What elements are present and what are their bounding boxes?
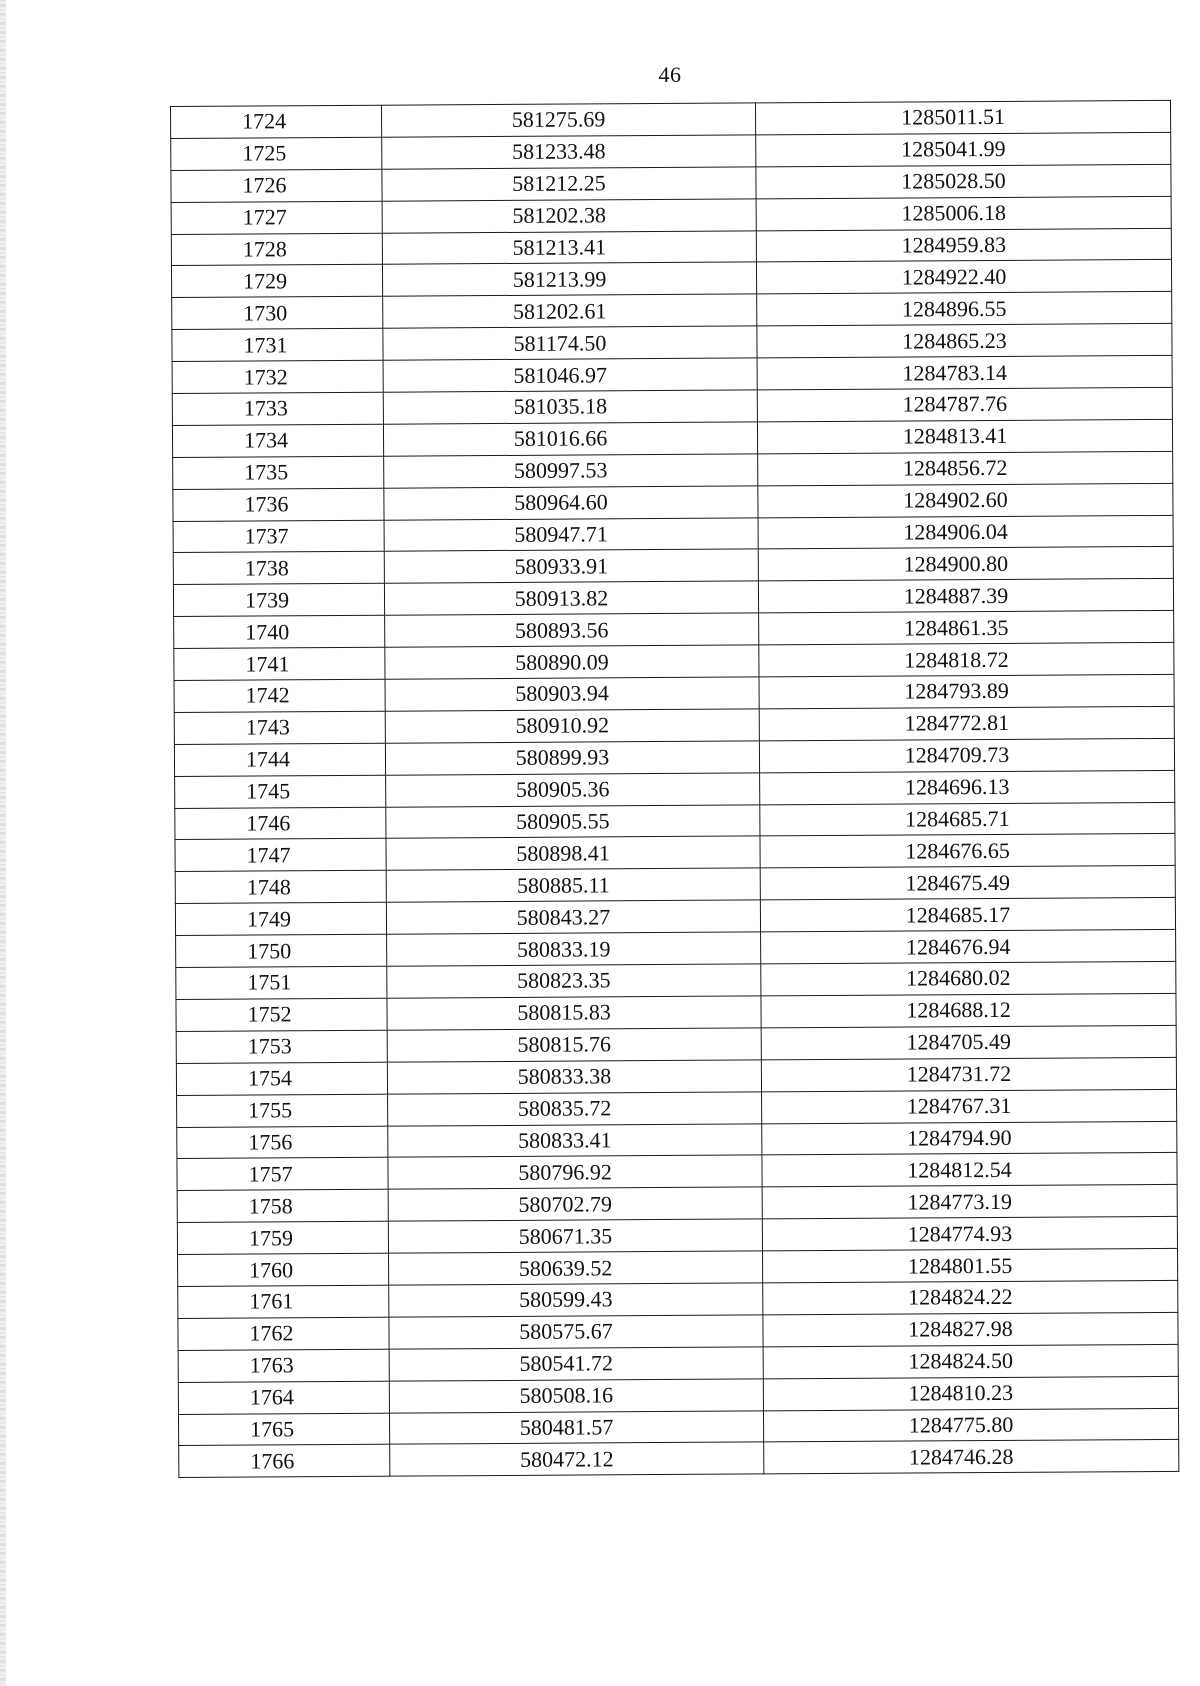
x-coordinate-cell: 580815.76 bbox=[387, 1028, 761, 1062]
x-coordinate-cell: 580833.19 bbox=[387, 932, 761, 966]
point-number-cell: 1761 bbox=[178, 1285, 389, 1318]
x-coordinate-cell: 580903.94 bbox=[385, 677, 759, 711]
x-coordinate-cell: 580843.27 bbox=[386, 900, 760, 934]
y-coordinate-cell: 1284675.49 bbox=[760, 866, 1175, 900]
x-coordinate-cell: 580964.60 bbox=[384, 486, 758, 520]
y-coordinate-cell: 1285006.18 bbox=[756, 196, 1171, 230]
y-coordinate-cell: 1284900.80 bbox=[758, 547, 1173, 581]
point-number-cell: 1766 bbox=[179, 1445, 390, 1478]
y-coordinate-cell: 1284824.22 bbox=[763, 1280, 1178, 1314]
x-coordinate-cell: 580833.38 bbox=[387, 1060, 761, 1094]
point-number-cell: 1741 bbox=[174, 647, 385, 680]
point-number-cell: 1745 bbox=[175, 775, 386, 808]
y-coordinate-cell: 1284813.41 bbox=[757, 419, 1172, 453]
y-coordinate-cell: 1284767.31 bbox=[762, 1089, 1177, 1123]
x-coordinate-cell: 580541.72 bbox=[389, 1347, 763, 1381]
y-coordinate-cell: 1284746.28 bbox=[764, 1440, 1179, 1474]
x-coordinate-cell: 580815.83 bbox=[387, 996, 761, 1030]
point-number-cell: 1754 bbox=[176, 1062, 387, 1095]
point-number-cell: 1725 bbox=[171, 137, 382, 170]
y-coordinate-cell: 1284688.12 bbox=[761, 993, 1176, 1027]
y-coordinate-cell: 1284773.19 bbox=[762, 1185, 1177, 1219]
point-number-cell: 1757 bbox=[177, 1158, 388, 1191]
y-coordinate-cell: 1284827.98 bbox=[763, 1312, 1178, 1346]
point-number-cell: 1759 bbox=[177, 1221, 388, 1254]
x-coordinate-cell: 580508.16 bbox=[389, 1379, 763, 1413]
point-number-cell: 1732 bbox=[172, 360, 383, 393]
x-coordinate-cell: 580472.12 bbox=[390, 1442, 764, 1476]
point-number-cell: 1753 bbox=[176, 1030, 387, 1063]
y-coordinate-cell: 1284685.17 bbox=[760, 898, 1175, 932]
point-number-cell: 1750 bbox=[176, 934, 387, 967]
y-coordinate-cell: 1284709.73 bbox=[759, 738, 1174, 772]
x-coordinate-cell: 581213.99 bbox=[382, 262, 756, 296]
x-coordinate-cell: 580997.53 bbox=[384, 454, 758, 488]
x-coordinate-cell: 581016.66 bbox=[383, 422, 757, 456]
x-coordinate-cell: 580481.57 bbox=[389, 1410, 763, 1444]
y-coordinate-cell: 1284731.72 bbox=[761, 1057, 1176, 1091]
x-coordinate-cell: 581233.48 bbox=[382, 135, 756, 169]
y-coordinate-cell: 1284794.90 bbox=[762, 1121, 1177, 1155]
point-number-cell: 1748 bbox=[175, 871, 386, 904]
point-number-cell: 1764 bbox=[178, 1381, 389, 1414]
coordinates-table bbox=[170, 100, 1179, 1478]
x-coordinate-cell: 580905.55 bbox=[386, 805, 760, 839]
x-coordinate-cell: 580913.82 bbox=[384, 581, 758, 615]
x-coordinate-cell: 580899.93 bbox=[385, 741, 759, 775]
point-number-cell: 1746 bbox=[175, 807, 386, 840]
point-number-cell: 1739 bbox=[173, 584, 384, 617]
y-coordinate-cell: 1284685.71 bbox=[760, 802, 1175, 836]
y-coordinate-cell: 1284861.35 bbox=[759, 611, 1174, 645]
page-number: 46 bbox=[658, 62, 682, 87]
y-coordinate-cell: 1284824.50 bbox=[763, 1344, 1178, 1378]
point-number-cell: 1733 bbox=[172, 392, 383, 425]
x-coordinate-cell: 580905.36 bbox=[386, 773, 760, 807]
y-coordinate-cell: 1284676.65 bbox=[760, 834, 1175, 868]
point-number-cell: 1758 bbox=[177, 1189, 388, 1222]
x-coordinate-cell: 580823.35 bbox=[387, 964, 761, 998]
point-number-cell: 1760 bbox=[178, 1253, 389, 1286]
point-number-cell: 1731 bbox=[172, 328, 383, 361]
point-number-cell: 1726 bbox=[171, 169, 382, 202]
y-coordinate-cell: 1284810.23 bbox=[763, 1376, 1178, 1410]
scan-edge bbox=[0, 0, 6, 1686]
y-coordinate-cell: 1284772.81 bbox=[759, 706, 1174, 740]
point-number-cell: 1743 bbox=[174, 711, 385, 744]
point-number-cell: 1756 bbox=[177, 1126, 388, 1159]
point-number-cell: 1755 bbox=[177, 1094, 388, 1127]
x-coordinate-cell: 580933.91 bbox=[384, 549, 758, 583]
point-number-cell: 1738 bbox=[173, 552, 384, 585]
x-coordinate-cell: 580833.41 bbox=[388, 1123, 762, 1157]
x-coordinate-cell: 580835.72 bbox=[388, 1092, 762, 1126]
y-coordinate-cell: 1284812.54 bbox=[762, 1153, 1177, 1187]
x-coordinate-cell: 581202.38 bbox=[382, 199, 756, 233]
y-coordinate-cell: 1284793.89 bbox=[759, 674, 1174, 708]
table-row bbox=[179, 1440, 1179, 1478]
point-number-cell: 1736 bbox=[173, 488, 384, 521]
x-coordinate-cell: 580885.11 bbox=[386, 868, 760, 902]
y-coordinate-cell: 1284801.55 bbox=[763, 1248, 1178, 1282]
y-coordinate-cell: 1284774.93 bbox=[762, 1217, 1177, 1251]
y-coordinate-cell: 1284887.39 bbox=[758, 579, 1173, 613]
y-coordinate-cell: 1284856.72 bbox=[758, 451, 1173, 485]
y-coordinate-cell: 1284696.13 bbox=[760, 770, 1175, 804]
point-number-cell: 1762 bbox=[178, 1317, 389, 1350]
point-number-cell: 1727 bbox=[171, 201, 382, 234]
y-coordinate-cell: 1284676.94 bbox=[761, 930, 1176, 964]
x-coordinate-cell: 581035.18 bbox=[383, 390, 757, 424]
x-coordinate-cell: 581275.69 bbox=[381, 103, 755, 137]
x-coordinate-cell: 580639.52 bbox=[389, 1251, 763, 1285]
y-coordinate-cell: 1284896.55 bbox=[757, 292, 1172, 326]
point-number-cell: 1740 bbox=[174, 615, 385, 648]
y-coordinate-cell: 1284818.72 bbox=[759, 643, 1174, 677]
x-coordinate-cell: 580898.41 bbox=[386, 836, 760, 870]
coordinates-table-body bbox=[171, 100, 1179, 1477]
x-coordinate-cell: 580575.67 bbox=[389, 1315, 763, 1349]
x-coordinate-cell: 580671.35 bbox=[388, 1219, 762, 1253]
y-coordinate-cell: 1284959.83 bbox=[756, 228, 1171, 262]
point-number-cell: 1737 bbox=[173, 520, 384, 553]
point-number-cell: 1728 bbox=[171, 233, 382, 266]
y-coordinate-cell: 1284787.76 bbox=[757, 387, 1172, 421]
y-coordinate-cell: 1284705.49 bbox=[761, 1025, 1176, 1059]
point-number-cell: 1765 bbox=[178, 1413, 389, 1446]
y-coordinate-cell: 1284922.40 bbox=[756, 260, 1171, 294]
point-number-cell: 1724 bbox=[171, 105, 382, 138]
y-coordinate-cell: 1284775.80 bbox=[763, 1408, 1178, 1442]
y-coordinate-cell: 1284902.60 bbox=[758, 483, 1173, 517]
point-number-cell: 1763 bbox=[178, 1349, 389, 1382]
point-number-cell: 1729 bbox=[171, 265, 382, 298]
point-number-cell: 1751 bbox=[176, 966, 387, 999]
x-coordinate-cell: 580890.09 bbox=[385, 645, 759, 679]
y-coordinate-cell: 1285028.50 bbox=[756, 164, 1171, 198]
point-number-cell: 1734 bbox=[172, 424, 383, 457]
point-number-cell: 1752 bbox=[176, 998, 387, 1031]
x-coordinate-cell: 580702.79 bbox=[388, 1187, 762, 1221]
x-coordinate-cell: 580947.71 bbox=[384, 517, 758, 551]
y-coordinate-cell: 1285011.51 bbox=[755, 100, 1170, 134]
x-coordinate-cell: 581213.41 bbox=[382, 230, 756, 264]
x-coordinate-cell: 580599.43 bbox=[389, 1283, 763, 1317]
x-coordinate-cell: 581202.61 bbox=[383, 294, 757, 328]
point-number-cell: 1730 bbox=[172, 297, 383, 330]
point-number-cell: 1742 bbox=[174, 679, 385, 712]
x-coordinate-cell: 581212.25 bbox=[382, 167, 756, 201]
y-coordinate-cell: 1284680.02 bbox=[761, 961, 1176, 995]
y-coordinate-cell: 1284865.23 bbox=[757, 324, 1172, 358]
y-coordinate-cell: 1284783.14 bbox=[757, 356, 1172, 390]
y-coordinate-cell: 1285041.99 bbox=[756, 132, 1171, 166]
y-coordinate-cell: 1284906.04 bbox=[758, 515, 1173, 549]
x-coordinate-cell: 581174.50 bbox=[383, 326, 757, 360]
x-coordinate-cell: 580910.92 bbox=[385, 709, 759, 743]
x-coordinate-cell: 581046.97 bbox=[383, 358, 757, 392]
x-coordinate-cell: 580796.92 bbox=[388, 1155, 762, 1189]
point-number-cell: 1744 bbox=[174, 743, 385, 776]
point-number-cell: 1749 bbox=[175, 902, 386, 935]
x-coordinate-cell: 580893.56 bbox=[385, 613, 759, 647]
point-number-cell: 1735 bbox=[173, 456, 384, 489]
point-number-cell: 1747 bbox=[175, 839, 386, 872]
